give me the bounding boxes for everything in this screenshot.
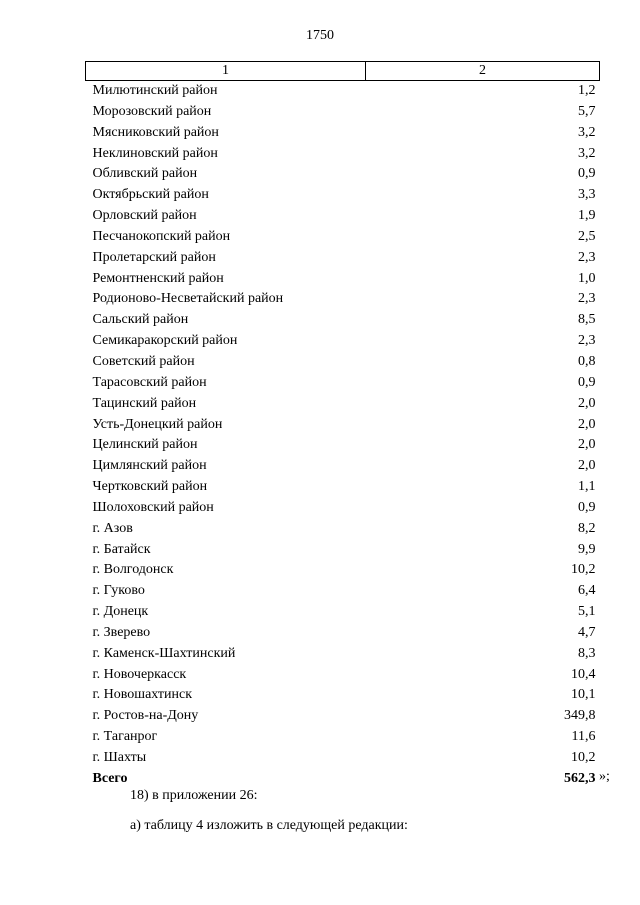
table-row: [86, 477, 600, 498]
table-row: [86, 727, 600, 748]
paragraph-item-18: 18) в приложении 26:: [130, 788, 258, 803]
district-value-cell: 5,7: [578, 103, 596, 119]
district-name-cell: Семикаракорский район: [92, 333, 238, 349]
data-table: [85, 61, 600, 790]
district-value-cell: 10,1: [571, 687, 596, 703]
district-value-cell: 2,3: [578, 249, 596, 265]
table-row: [86, 665, 600, 686]
district-value-cell: 2,0: [578, 416, 596, 432]
table-row: [86, 644, 600, 665]
table-row: [86, 748, 600, 769]
district-name-cell: Обливский район: [92, 166, 198, 182]
table-row: [86, 227, 600, 248]
table-row: [86, 102, 600, 123]
district-name-cell: г. Зверево: [92, 624, 151, 640]
district-name-cell: Морозовский район: [92, 103, 212, 119]
district-value-cell: 3,3: [578, 187, 596, 203]
table-row: [86, 206, 600, 227]
district-name-cell: Мясниковский район: [92, 124, 219, 140]
district-name-cell: Тацинский район: [92, 395, 197, 411]
district-value-cell: 10,2: [571, 750, 596, 765]
closing-quote-mark: »;: [599, 769, 610, 784]
district-name-cell: г. Новошахтинск: [92, 687, 193, 703]
table-row: [86, 373, 600, 394]
district-value-cell: 0,9: [578, 374, 596, 390]
district-value-cell: 11,6: [571, 729, 596, 745]
district-value-cell: 4,7: [578, 624, 596, 640]
district-value-cell: 2,3: [578, 333, 596, 349]
table-row: [86, 435, 600, 456]
district-value-cell: 5,1: [578, 604, 596, 620]
column-header-2: 2: [366, 62, 600, 81]
table-row: [86, 519, 600, 540]
district-value-cell: 2,5: [578, 228, 596, 244]
district-value-cell: 0,8: [578, 353, 596, 369]
table-header-row: [86, 62, 600, 81]
district-value-cell: 6,4: [578, 583, 596, 599]
total-label: Всего: [92, 770, 128, 786]
district-name-cell: г. Азов: [92, 520, 133, 536]
district-value-cell: 10,2: [571, 562, 596, 578]
district-value-cell: 1,1: [578, 479, 596, 495]
total-row: [86, 769, 600, 790]
table-row: [86, 81, 600, 102]
table-row: [86, 706, 600, 727]
table-row: [86, 144, 600, 165]
table-row: [86, 560, 600, 581]
district-name-cell: г. Донецк: [92, 604, 149, 620]
table-row: [86, 185, 600, 206]
district-value-cell: 2,0: [578, 437, 596, 453]
district-value-cell: 1,2: [578, 83, 596, 98]
district-name-cell: Целинский район: [92, 437, 198, 453]
table-row: [86, 415, 600, 436]
table-row: [86, 123, 600, 144]
district-name-cell: Октябрьский район: [92, 187, 209, 203]
table-row: [86, 498, 600, 519]
district-value-cell: 1,0: [578, 270, 596, 286]
district-value-cell: 8,3: [578, 645, 596, 661]
district-name-cell: Тарасовский район: [92, 374, 207, 390]
table-body: [86, 81, 600, 790]
district-value-cell: 8,2: [578, 520, 596, 536]
district-value-cell: 2,0: [578, 395, 596, 411]
district-value-cell: 0,9: [578, 499, 596, 515]
table-row: [86, 164, 600, 185]
district-name-cell: Чертковский район: [92, 479, 208, 495]
table-row: [86, 248, 600, 269]
district-name-cell: г. Каменск-Шахтинский: [92, 645, 236, 661]
district-value-cell: 1,9: [578, 208, 596, 224]
district-name-cell: г. Гуково: [92, 583, 145, 599]
district-name-cell: Неклиновский район: [92, 145, 218, 161]
district-name-cell: Пролетарский район: [92, 249, 216, 265]
district-value-cell: 9,9: [578, 541, 596, 557]
district-name-cell: Цимлянский район: [92, 458, 207, 474]
district-name-cell: г. Шахты: [92, 750, 147, 765]
column-header-1: 1: [86, 62, 366, 81]
district-name-cell: г. Ростов-на-Дону: [92, 708, 199, 724]
table-row: [86, 623, 600, 644]
district-name-cell: г. Волгодонск: [92, 562, 174, 578]
district-value-cell: 3,2: [578, 124, 596, 140]
district-name-cell: Ремонтненский район: [92, 270, 224, 286]
page-number: 1750: [306, 28, 334, 43]
district-name-cell: Усть-Донецкий район: [92, 416, 223, 432]
table-row: [86, 310, 600, 331]
district-value-cell: 2,3: [578, 291, 596, 307]
district-value-cell: 10,4: [571, 666, 596, 682]
district-value-cell: 8,5: [578, 312, 596, 328]
total-value: 562,3: [564, 770, 596, 786]
table-row: [86, 289, 600, 310]
district-name-cell: г. Батайск: [92, 541, 151, 557]
district-value-cell: 3,2: [578, 145, 596, 161]
district-name-cell: Родионово-Несветайский район: [92, 291, 284, 307]
district-name-cell: Милютинский район: [92, 83, 218, 98]
district-name-cell: Песчанокопский район: [92, 228, 231, 244]
district-name-cell: г. Новочеркасск: [92, 666, 187, 682]
table-row: [86, 602, 600, 623]
district-name-cell: Советский район: [92, 353, 195, 369]
district-value-cell: 0,9: [578, 166, 596, 182]
paragraph-item-a: а) таблицу 4 изложить в следующей редакции:: [130, 818, 408, 833]
table-row: [86, 331, 600, 352]
district-value-cell: 2,0: [578, 458, 596, 474]
table-row: [86, 269, 600, 290]
district-name-cell: Орловский район: [92, 208, 197, 224]
district-value-cell: 349,8: [564, 708, 596, 724]
table-row: [86, 540, 600, 561]
table-row: [86, 685, 600, 706]
table-row: [86, 456, 600, 477]
table-row: [86, 352, 600, 373]
district-name-cell: Сальский район: [92, 312, 189, 328]
table-row: [86, 394, 600, 415]
district-name-cell: г. Таганрог: [92, 729, 158, 745]
district-name-cell: Шолоховский район: [92, 499, 214, 515]
table-row: [86, 581, 600, 602]
